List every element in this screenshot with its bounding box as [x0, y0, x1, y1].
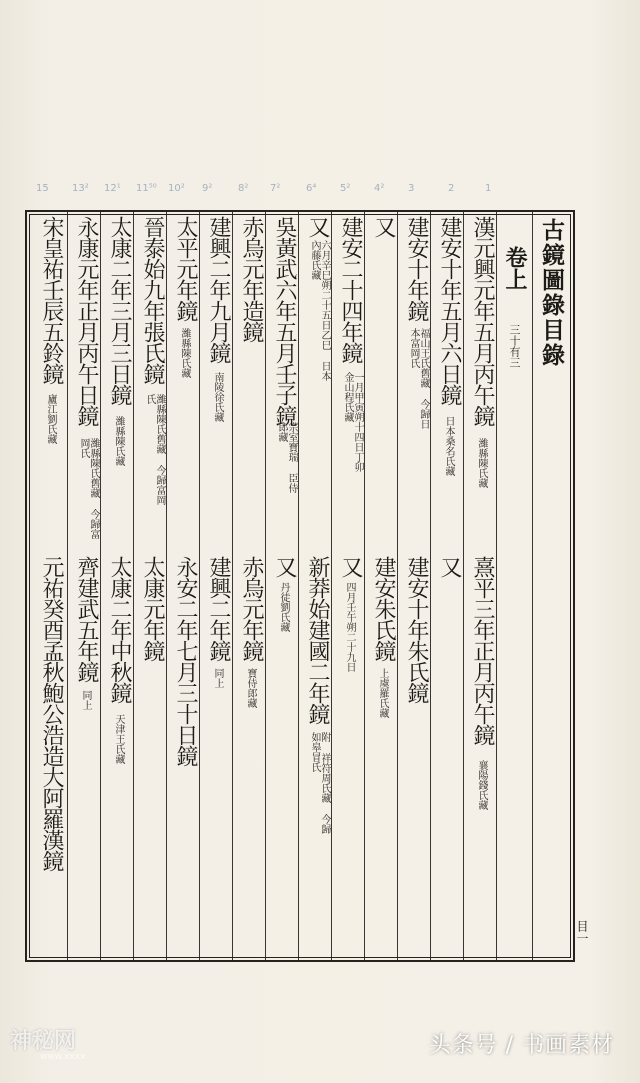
toc-entry-note: 南陵徐氏藏 — [212, 372, 223, 422]
toc-entry: 永康元年正月丙午日鏡 — [74, 216, 99, 426]
page-folio: 目一 — [575, 920, 589, 944]
toc-entry: 吳黃武六年五月壬子鏡 — [272, 216, 297, 426]
toc-column — [367, 212, 399, 960]
toc-entry: 元祐癸酉孟秋鮑公浩造大阿羅漢鏡 — [39, 556, 64, 871]
toc-column — [70, 212, 102, 960]
toc-entry: 晉泰始九年張氏鏡 — [140, 216, 165, 384]
volume-label: 卷上 — [502, 246, 528, 290]
toc-entry-note: 寶侍郎藏 — [245, 668, 256, 708]
toc-entry-note: 同上 — [80, 690, 91, 710]
toc-entry: 漢元興元年五月丙午鏡 — [470, 216, 495, 426]
watermark-logo: 神秘网 — [10, 1029, 77, 1054]
toc-column — [301, 212, 333, 960]
toc-entry: 永安二年七月三十日鏡 — [173, 556, 198, 766]
handwritten-number: 1 — [485, 183, 492, 194]
toc-column — [334, 212, 366, 960]
toc-entry: 又 — [272, 556, 297, 577]
watermark-text: 头条号 / 书画素材 — [428, 1033, 614, 1058]
handwritten-number: 6⁴ — [306, 183, 317, 194]
toc-entry-note: 濰縣陳氏藏 — [476, 438, 487, 488]
toc-entry: 太康二年三月三日鏡 — [107, 216, 132, 405]
toc-entry-note: 福山王氏舊藏 今歸日本富岡氏 — [408, 328, 429, 429]
toc-column — [400, 212, 432, 960]
toc-entry-note: 日本桑名氏藏 — [443, 416, 454, 476]
toc-column — [202, 212, 234, 960]
handwritten-number: 9² — [202, 183, 213, 194]
toc-entry: 赤烏元年鏡 — [239, 556, 264, 661]
handwritten-number: 4² — [374, 183, 385, 194]
table-of-contents-frame — [25, 210, 575, 962]
toc-entry: 又 — [338, 556, 363, 577]
handwritten-number: 13² — [72, 183, 89, 194]
toc-column — [268, 212, 300, 960]
toc-entry-note: 濰縣陳氏舊藏 今歸富岡氏 — [78, 438, 99, 539]
toc-entry: 又 — [305, 216, 330, 237]
toc-entry-note: 宗室寶瑞 臣侍郎藏 — [276, 422, 297, 493]
toc-entry-note: 一月甲寅朔十四日丁卯 金山程氏藏 — [342, 372, 363, 472]
toc-column — [35, 212, 67, 960]
toc-entry: 新莽始建國二年鏡 — [305, 556, 330, 724]
toc-entry-note: 濰縣陳氏藏 — [113, 416, 124, 466]
toc-entry: 建安十年五月六日鏡 — [437, 216, 462, 405]
toc-entry: 赤烏元年造鏡 — [239, 216, 264, 342]
document-title: 古鏡圖錄目錄 — [538, 218, 565, 368]
toc-column — [103, 212, 135, 960]
toc-entry: 建安朱氏鏡 — [371, 556, 396, 661]
toc-entry: 熹平三年正月丙午鏡 — [470, 556, 495, 745]
handwritten-number: 2 — [448, 183, 455, 194]
toc-entry: 太康元年鏡 — [140, 556, 165, 661]
toc-entry: 建安十年朱氏鏡 — [404, 556, 429, 703]
toc-column — [169, 212, 201, 960]
toc-entry-note: 濰縣陳氏舊藏 今歸富岡氏 — [144, 394, 165, 505]
handwritten-number: 3 — [408, 183, 415, 194]
toc-entry: 太康二年中秋鏡 — [107, 556, 132, 703]
toc-entry-note: 同上 — [212, 668, 223, 688]
handwritten-numbers — [30, 183, 510, 199]
toc-entry-note: 附 祥符周氏藏 今歸如皋冒氏 — [309, 732, 330, 834]
toc-entry-note: 天津王氏藏 — [113, 714, 124, 764]
toc-entry: 建安二十四年鏡 — [338, 216, 363, 363]
toc-entry: 太平元年鏡 — [173, 216, 198, 321]
toc-entry-note: 濰縣陳氏藏 — [179, 328, 190, 378]
handwritten-number: 12¹ — [104, 183, 121, 194]
handwritten-number: 7² — [270, 183, 281, 194]
toc-column — [466, 212, 498, 960]
toc-entry: 建安十年鏡 — [404, 216, 429, 321]
volume-count: 三十有三 — [508, 324, 521, 368]
toc-column — [433, 212, 465, 960]
toc-entry-note: 上虞羅氏藏 — [377, 668, 388, 718]
toc-entry: 宋皇祐壬辰五鈴鏡 — [39, 216, 64, 384]
toc-entry: 建興二年鏡 — [206, 556, 231, 661]
toc-title-column — [534, 212, 572, 960]
watermark-logo-sub: www.xxxx — [40, 1052, 86, 1062]
handwritten-number: 15 — [36, 183, 49, 194]
toc-entry: 又 — [371, 216, 396, 237]
toc-entry: 齊建武五年鏡 — [74, 556, 99, 682]
volume-column — [499, 212, 531, 960]
handwritten-number: 10² — [168, 183, 185, 194]
toc-entry: 建興二年九月鏡 — [206, 216, 231, 363]
handwritten-number: 11⁵⁰ — [136, 183, 157, 194]
toc-column — [235, 212, 267, 960]
toc-entry-note: 廬江劉氏藏 — [45, 394, 56, 444]
handwritten-number: 5² — [340, 183, 351, 194]
toc-entry-note: 四月壬午朔二十九日 — [344, 582, 355, 672]
toc-entry: 又 — [437, 556, 462, 577]
toc-entry-note: 襄陽錢氏藏 — [476, 760, 487, 810]
toc-entry-note: 六月辛巳朔二十五日乙巳 日本內藤氏藏 — [309, 240, 330, 381]
toc-entry-note: 丹徒劉氏藏 — [278, 582, 289, 632]
toc-column — [136, 212, 168, 960]
handwritten-number: 8² — [238, 183, 249, 194]
